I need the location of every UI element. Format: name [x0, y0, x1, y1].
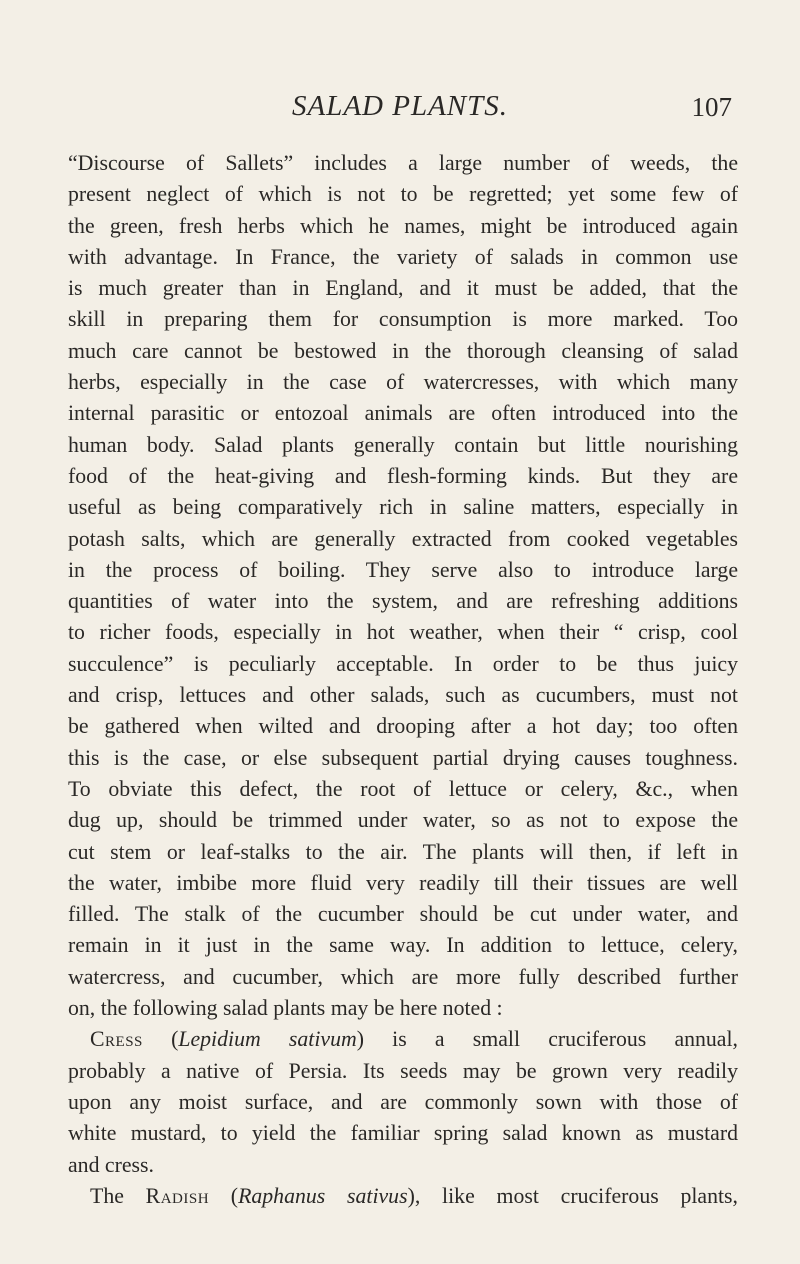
text-line: this is the case, or else subsequent partial drying causes toughness.: [68, 745, 738, 770]
text-line: probably a native of Persia. Its seeds may be grown very readily: [68, 1058, 738, 1083]
text-line: upon any moist surface, and are commonly sown with those of: [68, 1089, 738, 1114]
text-line: present neglect of which is not to be regretted; yet some few of: [68, 182, 738, 207]
text-line: cut stem or leaf-stalks to the air. The plants will then, if left in: [68, 839, 738, 864]
text-line: the green, fresh herbs which he names, might be introduced again: [68, 213, 738, 238]
text-line: skill in preparing them for consumption is more marked. Too: [68, 307, 738, 332]
body-text: [68, 148, 738, 1212]
text-line: to richer foods, especially in hot weather, when their “ crisp, cool: [68, 620, 738, 645]
text-line: on, the following salad plants may be here noted :: [68, 996, 503, 1021]
text-line: watercress, and cucumber, which are more fully described further: [68, 964, 738, 989]
text-line: food of the heat-giving and flesh-forming kinds. But they are: [68, 463, 738, 488]
paren-open: (: [142, 1027, 179, 1052]
text-line: white mustard, to yield the familiar spring salad known as mustard: [68, 1121, 738, 1146]
text-line: with advantage. In France, the variety of salads in common use: [68, 244, 738, 269]
text-line: potash salts, which are generally extracted from cooked vegetables: [68, 526, 738, 551]
cress-entry-line: [68, 1024, 738, 1055]
text-line: dug up, should be trimmed under water, so as not to expose the: [68, 808, 738, 833]
text-line: useful as being comparatively rich in saline matters, especially in: [68, 495, 738, 520]
radish-line-pre: The: [90, 1183, 146, 1208]
text-line: remain in it just in the same way. In addition to lettuce, celery,: [68, 933, 738, 958]
text-line: herbs, especially in the case of watercresses, with which many: [68, 370, 738, 395]
radish-term: Radish: [145, 1183, 210, 1208]
text-line: filled. The stalk of the cucumber should be cut under water, and: [68, 902, 738, 927]
text-line: and cress.: [68, 1152, 154, 1177]
running-head: [0, 90, 800, 130]
radish-latin-name: Raphanus sativus: [238, 1183, 408, 1208]
text-line: much care cannot be bestowed in the thorough cleansing of salad: [68, 338, 738, 363]
text-line: “Discourse of Sallets” includes a large number of weeds, the: [68, 151, 738, 175]
radish-entry-line: [68, 1181, 738, 1212]
text-line: quantities of water into the system, and are refreshing additions: [68, 589, 738, 614]
text-line: and crisp, lettuces and other salads, such as cucumbers, must not: [68, 683, 738, 708]
text-line: human body. Salad plants generally contain but little nourishing: [68, 432, 738, 457]
cress-latin-name: Lepidium sativum: [178, 1027, 357, 1052]
text-line: internal parasitic or entozoal animals are often introduced into the: [68, 401, 738, 426]
text-line: succulence” is peculiarly acceptable. In order to be thus juicy: [68, 651, 738, 676]
radish-line-rest: ), like most cruciferous plants,: [407, 1183, 738, 1208]
cress-term: Cress: [90, 1027, 143, 1052]
text-line: is much greater than in England, and it must be added, that the: [68, 276, 738, 301]
page-number: 107: [691, 92, 732, 122]
text-line: in the process of boiling. They serve also to introduce large: [68, 557, 738, 582]
paren-open: (: [209, 1183, 239, 1208]
text-line: be gathered when wilted and drooping after a hot day; too often: [68, 714, 738, 739]
cress-line-rest: ) is a small cruciferous annual,: [356, 1027, 738, 1052]
text-line: To obviate this defect, the root of lettuce or celery, &c., when: [68, 776, 738, 801]
text-line: the water, imbibe more fluid very readily till their tissues are well: [68, 870, 738, 895]
running-title: SALAD PLANTS.: [291, 90, 509, 122]
